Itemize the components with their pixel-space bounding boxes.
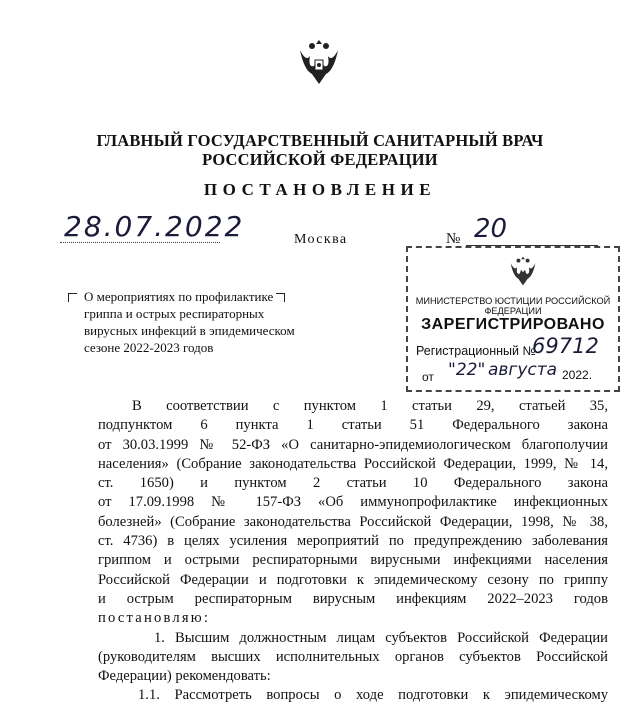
body-line: болезней» (Собрание законодательства Российской Федерации, 1998, № 38,	[98, 513, 608, 530]
body-line: подпунктом 6 пункта 1 статьи 51 Федерального закона	[98, 417, 608, 434]
subject-line: гриппа и острых респираторных	[84, 306, 265, 321]
stamp-reg-number: 69712	[532, 334, 599, 358]
stamp-ministry: МИНИСТЕРСТВО ЮСТИЦИИ РОССИЙСКОЙ ФЕДЕРАЦИИ	[415, 296, 611, 316]
subject-block	[84, 288, 296, 356]
body-line: Российской Федерации и подготовки к эпидемическому сезону по гриппу	[98, 571, 608, 588]
document-number: 20	[474, 214, 508, 244]
body-line: и острым респираторным вирусным инфекциям 2022–2023 годов	[98, 590, 608, 607]
date-underline	[60, 242, 220, 243]
authority-line-2: РОССИЙСКОЙ ФЕДЕРАЦИИ	[202, 150, 438, 169]
authority-line-1: ГЛАВНЫЙ ГОСУДАРСТВЕННЫЙ САНИТАРНЫЙ ВРАЧ	[96, 131, 544, 150]
stamp-registered: ЗАРЕГИСТРИРОВАНО	[421, 316, 605, 333]
body-line: населения» (Собрание законодательства Российской Федерации, 1999, № 14,	[98, 455, 608, 472]
stamp-date-prefix: от	[422, 370, 434, 384]
city: Москва	[294, 232, 348, 247]
stamp-reg-label: Регистрационный №	[416, 344, 536, 358]
document-type: ПОСТАНОВЛЕНИЕ	[203, 180, 437, 199]
stamp-date-month: августа	[488, 360, 558, 380]
body-line: 1.1. Рассмотреть вопросы о ходе подготовки к эпидемическому	[138, 687, 608, 704]
body-line: от 17.09.1998 № 157-ФЗ «Об иммунопрофилактике инфекционных	[98, 494, 608, 511]
body-line: (руководителям высших исполнительных органов субъектов Российской	[98, 648, 608, 665]
coat-of-arms-icon	[296, 36, 342, 88]
subject-line: О мероприятиях по профилактике	[84, 289, 274, 304]
handwritten-date: 28.07.2022	[64, 210, 245, 243]
coat-of-arms-icon	[508, 254, 538, 288]
body-line: гриппом и острыми респираторными вирусными инфекциями населения	[98, 552, 608, 569]
number-sign: №	[446, 231, 461, 247]
body-line: В соответствии с пунктом 1 статьи 29, статьей 35,	[132, 398, 608, 414]
subject-line: вирусных инфекций в эпидемическом	[84, 323, 295, 338]
resolution-word: постановляю:	[98, 610, 211, 627]
body-line: Федерации) рекомендовать:	[98, 668, 271, 685]
stamp-date-year: 2022.	[562, 368, 593, 382]
subject-line: сезоне 2022-2023 годов	[84, 340, 214, 355]
body-line: 1. Высшим должностным лицам субъектов Российской Федерации	[154, 629, 608, 646]
body-text	[98, 397, 608, 706]
subject-bracket-left	[68, 293, 77, 302]
body-line: ст. 4736) в целях усиления мероприятий по предупреждению заболевания	[98, 533, 608, 550]
body-line: от 30.03.1999 № 52-ФЗ «О санитарно-эпидемиологическом благополучии	[98, 436, 608, 453]
stamp-date-day: "22"	[448, 360, 486, 380]
body-line: ст. 1650) и пунктом 2 статьи 10 Федерального закона	[98, 475, 608, 492]
